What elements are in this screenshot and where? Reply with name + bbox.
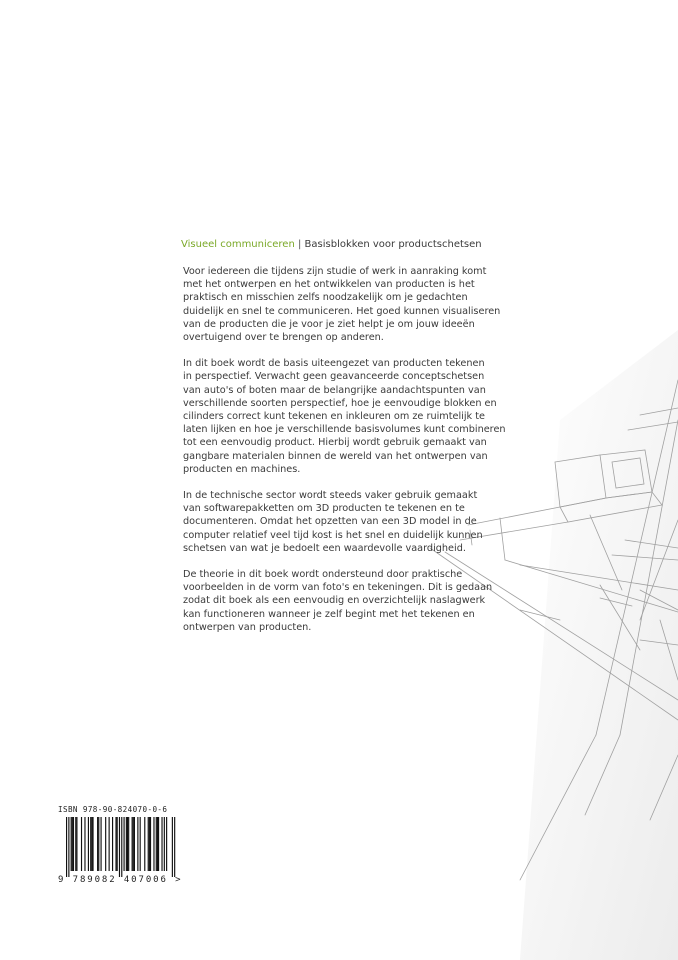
barcode-bar xyxy=(174,817,175,877)
ean-barcode xyxy=(58,817,184,877)
text-line: De theorie in dit boek wordt ondersteund door praktische xyxy=(183,569,463,581)
text-line: van auto's of boten maar de belangrijke aandachtspunten van xyxy=(183,384,486,396)
text-line: van softwarepakketten om 3D producten te tekenen en te xyxy=(183,503,465,515)
barcode-bar xyxy=(71,817,72,871)
text-line: documenteren. Omdat het opzetten van een 3D model in de xyxy=(183,516,477,528)
barcode-bar xyxy=(156,817,157,871)
barcode-bar xyxy=(128,817,129,871)
barcode-bar xyxy=(124,817,125,871)
barcode-bar xyxy=(150,817,151,871)
barcode-bar xyxy=(115,817,116,871)
barcode-bar xyxy=(73,817,74,871)
barcode-bar xyxy=(121,817,122,877)
text-line: duidelijk en snel te communiceren. Het goed kunnen visualiseren xyxy=(183,305,501,317)
isbn-text: ISBN 978-90-824070-0-6 xyxy=(58,805,168,814)
barcode-bar xyxy=(109,817,110,871)
barcode-bar xyxy=(172,817,173,877)
barcode-bar xyxy=(105,817,106,871)
text-line: Voor iedereen die tijdens zijn studie of werk in aanraking komt xyxy=(183,266,487,277)
barcode-digits: 9 789082 407006 > xyxy=(58,875,183,885)
barcode-bar xyxy=(92,817,93,871)
book-subtitle: Basisblokken voor productschetsen xyxy=(304,239,482,250)
book-heading xyxy=(181,238,661,252)
barcode-bar xyxy=(148,817,149,871)
barcode-bar xyxy=(76,817,77,871)
text-line: voorbeelden in de vorm van foto's en tekeningen. Dit is gedaan xyxy=(183,582,493,594)
paragraph xyxy=(183,489,518,555)
text-line: ontwerpen van producten. xyxy=(183,621,312,633)
barcode-bar xyxy=(117,817,118,871)
text-line: laten lijken en hoe je verschillende basisvolumes kunt combineren xyxy=(183,424,506,436)
barcode-bar xyxy=(90,817,91,871)
barcode-bar xyxy=(144,817,145,871)
blurb-text xyxy=(183,265,518,647)
text-line: zodat dit boek als een eenvoudig en overzichtelijk naslagwerk xyxy=(183,595,486,607)
barcode-bar xyxy=(84,817,85,871)
barcode-bar xyxy=(81,817,82,871)
barcode-bar xyxy=(112,817,113,871)
barcode-bar xyxy=(149,817,150,871)
text-line: producten en machines. xyxy=(183,463,301,475)
barcode-bar xyxy=(98,817,99,871)
text-line: schetsen van wat je bedoelt een waardevolle vaardigheid. xyxy=(183,542,466,554)
text-line: gangbare materialen binnen de wereld van het ontwerpen van xyxy=(183,450,488,462)
barcode-bar xyxy=(157,817,158,871)
paragraph xyxy=(183,265,518,344)
text-line: in perspectief. Verwacht geen geavanceerde conceptschetsen xyxy=(183,371,485,383)
barcode-bar xyxy=(72,817,73,871)
barcode-block xyxy=(58,805,184,885)
text-line: overtuigend over te brengen op anderen. xyxy=(183,332,384,344)
barcode-bar xyxy=(91,817,92,871)
heading-separator: | xyxy=(297,239,302,250)
barcode-bar xyxy=(126,817,127,871)
text-line: kan functioneren wanneer je zelf begint met het tekenen en xyxy=(183,608,475,620)
barcode-bar xyxy=(127,817,128,871)
text-line: tot een eenvoudig product. Hierbij wordt gebruik gemaakt van xyxy=(183,437,487,449)
text-line: computer relatief veel tijd kost is het snel en duidelijk kunnen xyxy=(183,529,483,541)
barcode-bar xyxy=(119,817,120,877)
sketch-panel xyxy=(520,330,678,960)
barcode-bar xyxy=(68,817,69,877)
barcode-bar xyxy=(97,817,98,871)
barcode-bar xyxy=(140,817,141,871)
text-line: met het ontwerpen en het ontwikkelen van producten is het xyxy=(183,279,475,291)
text-line: cilinders correct kunt tekenen en inkleuren om ze ruimtelijk te xyxy=(183,411,485,423)
text-line: In dit boek wordt de basis uiteengezet van producten tekenen xyxy=(183,358,485,370)
paragraph xyxy=(183,568,518,634)
barcode-bar xyxy=(161,817,162,871)
barcode-bar xyxy=(66,817,67,877)
barcode-bar xyxy=(166,817,167,871)
barcode-bar xyxy=(133,817,134,871)
barcode-bar xyxy=(158,817,159,871)
text-line: praktisch en misschien zelfs noodzakelijk om je gedachten xyxy=(183,292,468,304)
barcode-bar xyxy=(134,817,135,871)
barcode-bar xyxy=(88,817,89,871)
barcode-bar xyxy=(153,817,154,871)
text-line: In de technische sector wordt steeds vaker gebruik gemaakt xyxy=(183,490,478,502)
paragraph xyxy=(183,357,518,476)
series-title: Visueel communiceren xyxy=(181,239,295,250)
text-line: van de producten die je voor je ziet helpt je om jouw ideeën xyxy=(183,318,475,330)
text-line: verschillende soorten perspectief, hoe je eenvoudige blokken en xyxy=(183,397,497,409)
barcode-bar xyxy=(75,817,76,871)
barcode-bar xyxy=(132,817,133,871)
barcode-bar xyxy=(101,817,102,871)
barcode-bar xyxy=(137,817,138,871)
barcode-bar xyxy=(164,817,165,871)
